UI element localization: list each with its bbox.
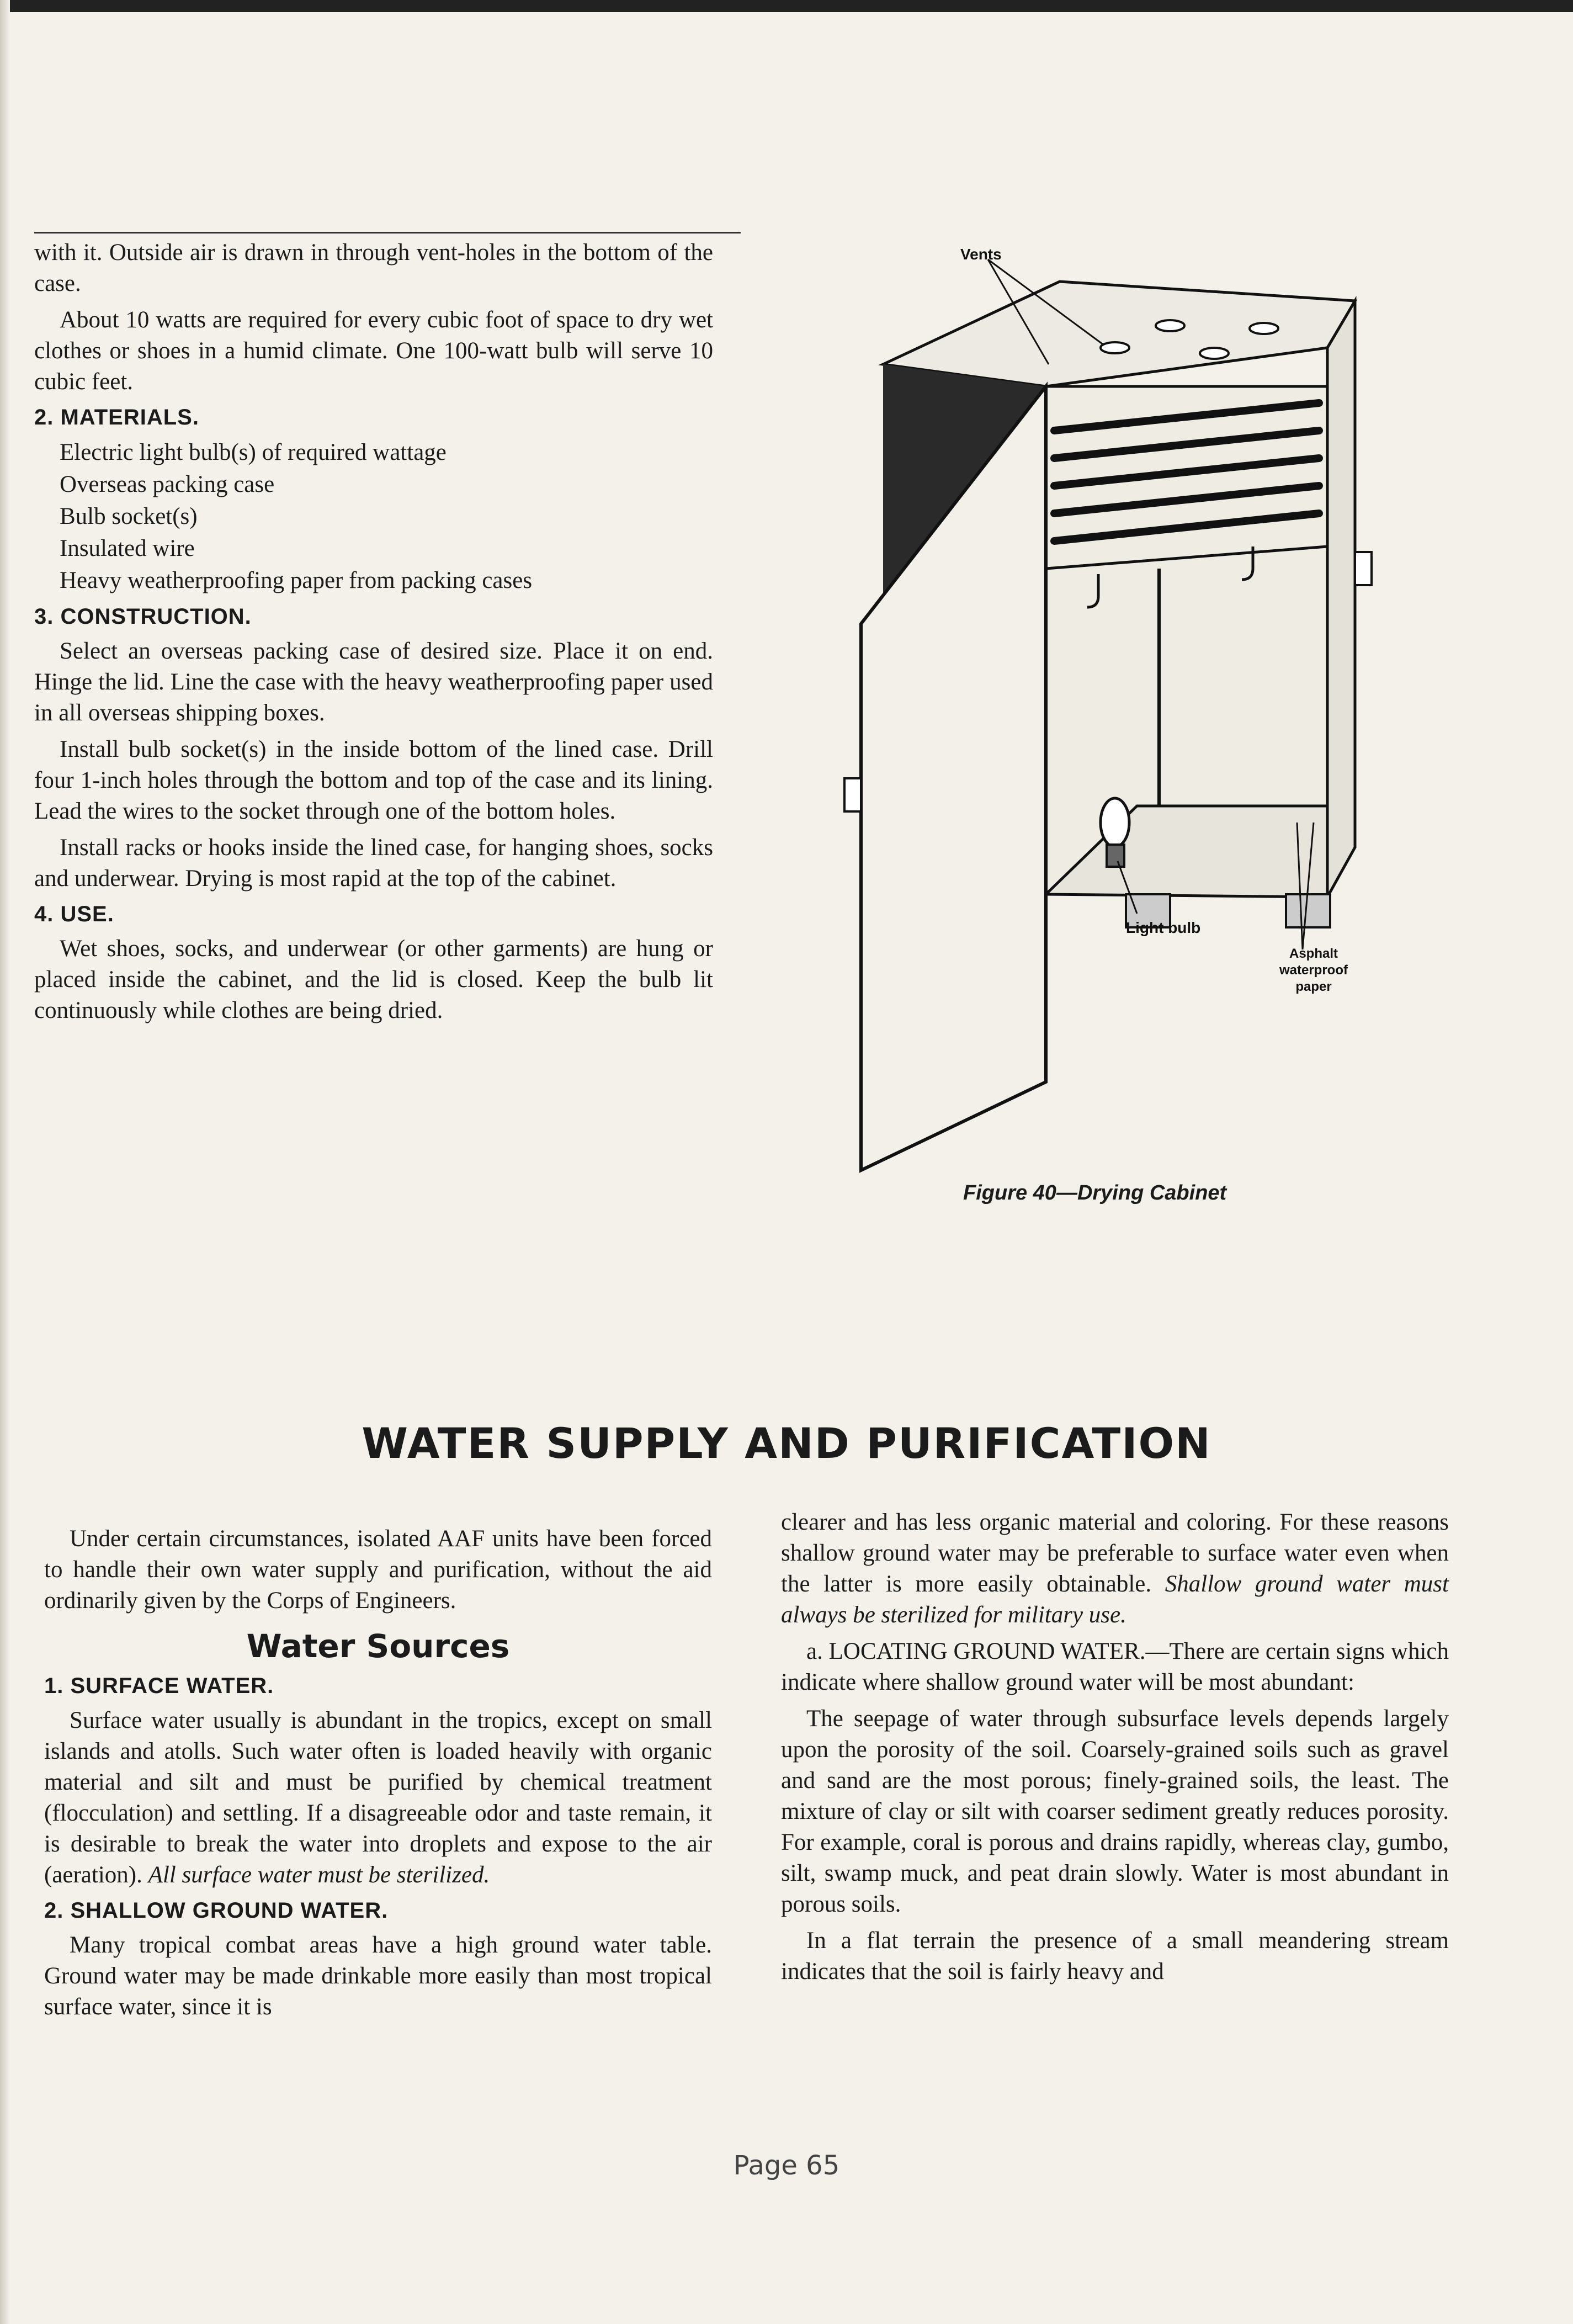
heading-materials: 2. MATERIALS. (34, 405, 199, 429)
paragraph-intro: with it. Outside air is drawn in through vent-holes in the bottom of the case. (34, 240, 713, 296)
label-asphalt: Asphalt (1289, 946, 1338, 961)
heading-construction: 3. CONSTRUCTION. (34, 604, 252, 629)
lower-right-column (781, 1507, 1449, 1993)
section-title: WATER SUPPLY AND PURIFICATION (362, 1419, 1211, 1468)
figure-caption: Figure 40—Drying Cabinet (963, 1181, 1227, 1205)
paragraph-flat-terrain: In a flat terrain the presence of a small meandering stream indicates that the soil is fairly heavy and (781, 1928, 1449, 1985)
drying-cabinet-figure (828, 237, 1380, 1176)
material-item: Heavy weatherproofing paper from packing cases (60, 567, 533, 593)
scan-top-border (0, 0, 1573, 12)
paragraph-ground-water-cont: clearer and has less organic material and coloring. For these reasons shallow ground water may be preferable to surface water even when the latter is more easily obtainable. Shallow ground water must always be sterilized for military use. (781, 1509, 1449, 1628)
heading-surface-water: 1. SURFACE WATER. (44, 1674, 274, 1698)
heading-shallow-ground-water: 2. SHALLOW GROUND WATER. (44, 1898, 389, 1923)
heading-use: 4. USE. (34, 902, 114, 926)
surface-water-emphasis: All surface water must be sterilized. (148, 1862, 490, 1888)
paragraph-intro-water: Under certain circumstances, isolated AAF units have been forced to handle their own water supply and purification, without the aid ordinarily given by the Corps of Engineers. (44, 1526, 712, 1614)
paragraph-wattage: About 10 watts are required for every cubic foot of space to dry wet clothes or shoes in a humid climate. One 100-watt bulb will serve 10 cubic feet. (34, 307, 713, 395)
upper-left-column (34, 237, 713, 1032)
label-waterproof: waterproof (1279, 963, 1348, 978)
page-number: Page 65 (733, 2150, 840, 2181)
paragraph-surface-water: Surface water usually is abundant in the tropics, except on small islands and atolls. Such water often is loaded heavily with organic material and silt and must be purified by chemical treatment (flocculation) and settling. If a disagreeable odor and taste remain, it is desirable to break the water into droplets and expose to the air (aeration). All surface water must be sterilized. (44, 1707, 712, 1888)
paragraph-construction-2: Install bulb socket(s) in the inside bottom of the lined case. Drill four 1-inch holes through the bottom and top of the case and its lining. Lead the wires to the socket through one of the bottom holes. (34, 736, 713, 824)
label-light-bulb: Light bulb (1126, 919, 1201, 936)
paragraph-seepage: The seepage of water through subsurface levels depends largely upon the porosity of the soil. Coarsely-grained soils such as gravel and sand are the most porous; finely-grained soils, the least. The mixture of clay or silt with coarser sediment greatly reduces porosity. For example, coral is porous and drains rapidly, whereas clay, gumbo, silt, swamp muck, and peat drain slowly. Water is most abundant in porous soils. (781, 1706, 1449, 1917)
paragraph-construction-3: Install racks or hooks inside the lined case, for hanging shoes, socks and underwear. Drying is most rapid at the top of the cabinet. (34, 835, 713, 892)
material-item: Overseas packing case (60, 471, 275, 497)
paragraph-ground-water: Many tropical combat areas have a high ground water table. Ground water may be made drinkable more easily than most tropical surface water, since it is (44, 1932, 712, 2020)
label-vents: Vents (960, 246, 1002, 263)
subheading-water-sources: Water Sources (246, 1627, 510, 1665)
top-rule (34, 232, 741, 234)
label-paper: paper (1295, 979, 1332, 994)
material-item: Electric light bulb(s) of required wattage (60, 439, 447, 465)
scan-left-edge (0, 0, 10, 2324)
material-item: Insulated wire (60, 535, 195, 561)
paragraph-construction-1: Select an overseas packing case of desired size. Place it on end. Hinge the lid. Line the case with the heavy weatherproofing paper used in all overseas shipping boxes. (34, 638, 713, 726)
materials-list (34, 437, 713, 597)
material-item: Bulb socket(s) (60, 503, 198, 529)
paragraph-use: Wet shoes, socks, and underwear (or other garments) are hung or placed inside the cabinet, and the lid is closed. Keep the bulb lit continuously while clothes are being dried. (34, 936, 713, 1023)
ground-water-emphasis: Shallow ground water must always be sterilized for military use. (781, 1571, 1449, 1628)
paragraph-locating-ground-water: a. LOCATING GROUND WATER.—There are certain signs which indicate where shallow ground water will be most abundant: (781, 1638, 1449, 1695)
lower-left-column (44, 1524, 712, 2028)
